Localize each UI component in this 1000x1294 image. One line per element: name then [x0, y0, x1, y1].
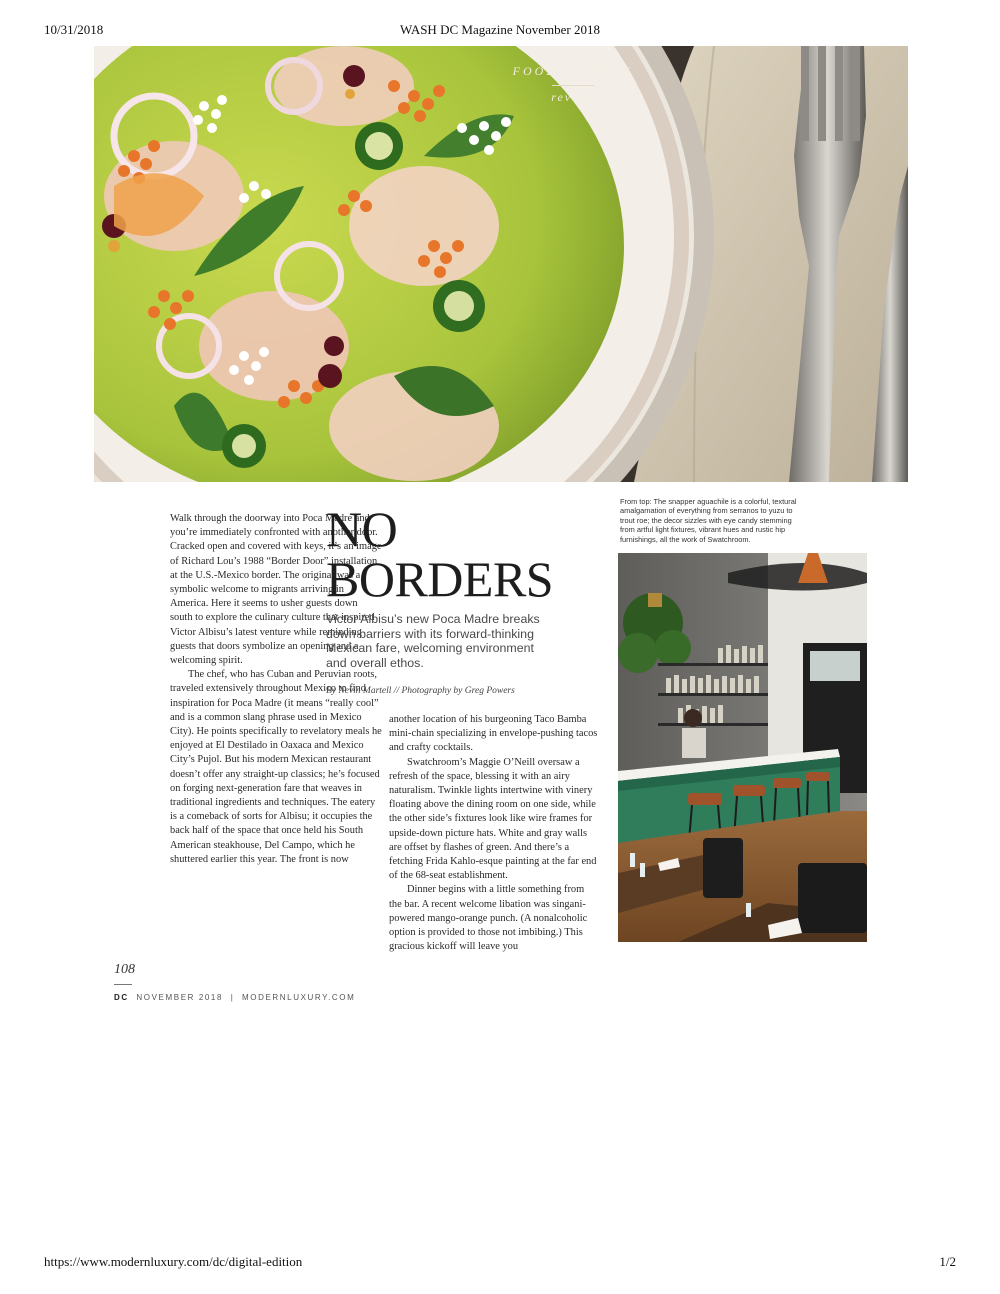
hero-photo-aguachile — [94, 46, 908, 482]
section-rule — [552, 85, 594, 86]
print-header — [44, 22, 956, 40]
headline — [326, 501, 586, 607]
deck: Victor Albisu’s new Poca Madre breaks down barriers with its forward-thinking Mexican fare, welcoming environment and overall ethos. — [326, 612, 540, 670]
headline-line-1: NO — [326, 501, 398, 557]
article-column-2 — [389, 713, 599, 954]
hero-illustration — [94, 46, 908, 482]
interior-illustration — [618, 553, 867, 942]
photo-caption: From top: The snapper aguachile is a colorful, textural amalgamation of everything from serranos to yuzu to trout roe; the decor sizzles with eye candy stemming from artful light fixtures, vibrant hues and rustic hip furnishings, all the work of Swatchroom. — [620, 497, 797, 544]
folio-rule — [114, 984, 132, 985]
page-number: 108 — [114, 962, 135, 977]
folio-sep: | — [230, 993, 235, 1002]
print-title: WASH DC Magazine November 2018 — [399, 22, 600, 37]
print-footer — [44, 1254, 956, 1272]
section-kicker: FOOD & DRINK — [512, 64, 634, 78]
folio-mag: DC — [114, 993, 129, 1002]
paragraph: Dinner begins with a little something from the bar. A recent welcome libation was singani-powered mango-orange punch. (A nonalcoholic option is provided to those not imbibing.) This gracious kickoff will leave you — [389, 884, 588, 953]
folio-site: MODERNLUXURY.COM — [242, 993, 356, 1002]
print-date: 10/31/2018 — [44, 22, 104, 37]
paragraph: Walk through the doorway into Poca Madre and you’re immediately confronted with another door. Cracked open and covered with keys, it’s an image of Richard Lou’s 1988 “Border Door” installation at the U.S.-Mexico border. The original was a symbolic welcome to migrants arriving in America. Here it seems to usher guests down south to explore the culinary culture that inspired Victor Albisu’s latest venture while reminding guests that doors symbolize an opening and a welcoming spirit. — [170, 513, 382, 667]
section-label — [488, 64, 658, 105]
paragraph: another location of his burgeoning Taco Bamba mini-chain specializing in envelope-pushing tacos and crafty cocktails. — [389, 714, 598, 754]
print-page-count: 1/2 — [939, 1254, 956, 1269]
headline-line-2: BORDERS — [326, 551, 554, 607]
folio-line — [114, 993, 355, 1002]
folio-issue: NOVEMBER 2018 — [136, 993, 224, 1002]
print-url[interactable]: https://www.modernluxury.com/dc/digital-edition — [44, 1254, 303, 1269]
paragraph: The chef, who has Cuban and Peruvian roots, traveled extensively throughout Mexico to find inspiration for Poca Madre (it means “really cool” and is a common slang phrase used in Mexico City). He points specifically to revelatory meals he enjoyed at El Destilado in Oaxaca and Mexico City’s Pujol. But his modern Mexican restaurant doesn’t offer any straight-up classics; he’s focused on forging next-generation fare that weaves in traditional ingredients and techniques. The eatery is a comeback of sorts for Albisu; it occupies the back half of the space that once held his South American steakhouse, Del Campo, which he shuttered earlier this year. The front is now — [170, 669, 382, 865]
byline: By Nevin Martell // Photography by Greg Powers — [326, 686, 515, 696]
section-sub: review — [551, 90, 595, 104]
paragraph: Swatchroom’s Maggie O’Neill oversaw a refresh of the space, blessing it with an airy naturalism. Twinkle lights intertwine with vinery floating above the dining room on one side, while the other side’s fixtures look like wire frames for upside-down picture hats. White and gray walls are offset by flashes of green. And there’s a fetching Frida Kahlo-esque painting at the far end of the 68-seat establishment. — [389, 756, 597, 882]
interior-photo — [618, 553, 867, 942]
